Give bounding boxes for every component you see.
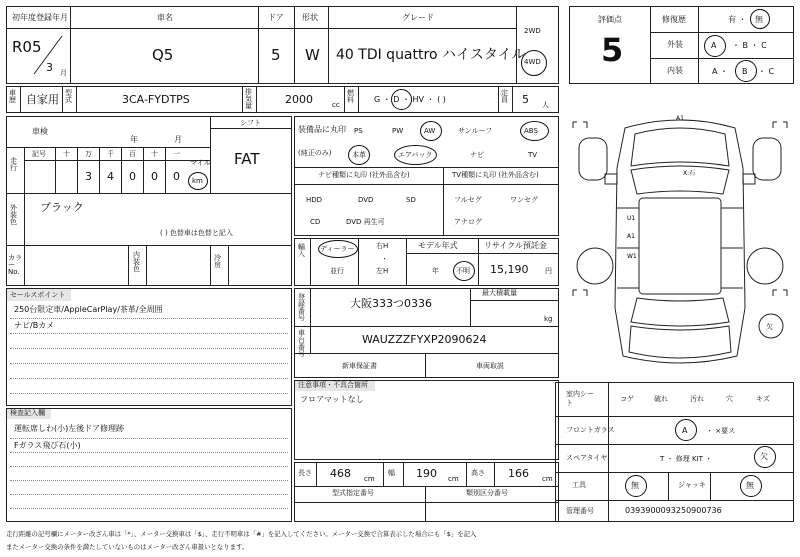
- spare-tire-label: スペアタイヤ: [566, 454, 608, 462]
- first-reg-month-unit: 月: [60, 69, 67, 77]
- spare-selected: 欠: [760, 452, 768, 461]
- equipment-sub: (純正のみ): [298, 149, 332, 157]
- colorno-label: カラーNo.: [8, 254, 22, 276]
- equipment-selected-circle: [420, 121, 442, 141]
- equipment-item: サンルーフ: [458, 127, 493, 135]
- digit-value: 4: [107, 170, 114, 183]
- left-mirror: [605, 174, 617, 184]
- notes-label: 注意事項・不具合箇所: [298, 381, 368, 389]
- length-label: 長さ: [298, 469, 312, 477]
- equipment-item: アナログ: [454, 218, 482, 226]
- model-year-label: モデル年式: [418, 241, 458, 250]
- fuel-label: 燃料: [347, 89, 354, 104]
- width-value: 190: [416, 467, 437, 480]
- tools-value: 無: [631, 481, 639, 490]
- vin-label: 車台番号: [298, 329, 305, 358]
- digit-header: 万: [85, 150, 92, 158]
- shaken-year-unit: 年: [130, 135, 138, 144]
- exterior-options: ・ B ・ C: [732, 41, 767, 50]
- yen-unit: 円: [545, 267, 552, 275]
- ruled-line: [10, 452, 288, 453]
- dealer-option: ディーラー: [320, 245, 355, 253]
- equipment-item: AW: [424, 127, 436, 135]
- interior-a: A ・: [712, 67, 729, 76]
- digit-value: 0: [151, 170, 158, 183]
- width-label: 幅: [388, 469, 395, 477]
- usage-value: 自家用: [26, 93, 59, 106]
- length-unit: cm: [364, 475, 375, 483]
- ruled-line: [10, 466, 288, 467]
- equipment-item: CD: [310, 218, 321, 226]
- score-value: 5: [601, 31, 624, 69]
- car-trunk: [629, 326, 731, 358]
- notes-text: フロアマットなし: [300, 395, 364, 404]
- first-reg-year: R05: [12, 38, 42, 56]
- drive-4wd: 4WD: [524, 58, 541, 66]
- km-label: km: [192, 177, 203, 185]
- digit-header: 十: [151, 150, 158, 158]
- mileage-digit-column: [55, 147, 77, 193]
- car-rear-glass: [631, 298, 729, 326]
- mark-a1-side: A1: [627, 233, 635, 240]
- displacement-label: 排気量: [245, 88, 252, 110]
- tools-label: 工具: [572, 481, 586, 489]
- ruled-line: [10, 363, 288, 364]
- mark-note: X:石: [683, 170, 696, 177]
- ruled-line: [10, 393, 288, 394]
- mileage-label: 走行: [10, 157, 17, 172]
- equipment-item: ワンセグ: [510, 196, 538, 204]
- equipment-item: PS: [354, 127, 363, 135]
- ruled-line: [10, 508, 288, 509]
- grade-label: グレード: [402, 13, 434, 22]
- repair-options: 有 ・: [728, 15, 747, 24]
- footer-line-1: 走行距離の記号欄にメーター改ざん車は「*」、メーター交換車は「$」、走行不明車は「#」を記入してください。メーター交換で合算表示した場合にも「$」を記入: [6, 530, 477, 538]
- front-right-wheel: [753, 138, 781, 180]
- equipment-selected-circle: [520, 121, 549, 141]
- digit-value: 3: [85, 170, 92, 183]
- row2-frame: [6, 86, 559, 113]
- mark-w1: W1: [627, 253, 637, 260]
- length-value: 468: [330, 467, 351, 480]
- first-reg-label: 初年度登録年月: [12, 13, 68, 22]
- recycle-value: 15,190: [490, 263, 529, 276]
- digit-value: 0: [173, 170, 180, 183]
- score-label: 評価点: [598, 15, 622, 24]
- shift-label: シフト: [240, 119, 261, 127]
- max-load-label: 最大積載量: [482, 289, 517, 297]
- shaken-month-unit: 月: [174, 135, 182, 144]
- model-year-unit: 年: [432, 267, 439, 275]
- equipment-item: ABS: [524, 127, 538, 135]
- check-line-2: Fガラス飛び石(小): [14, 441, 81, 450]
- repair-label: 修復歴: [662, 15, 686, 24]
- equipment-item: フルセグ: [454, 196, 482, 204]
- equipment-item: SD: [406, 196, 416, 204]
- equipment-item: 本革: [352, 151, 366, 159]
- plate-value: 大阪333つ0336: [350, 297, 432, 310]
- mileage-symbol-label: 記号: [32, 150, 46, 158]
- footer-line-2: またメーター交換の条件を満たしていないものはメーター改ざん車扱いとなります。: [6, 543, 249, 551]
- capacity-value: 5: [522, 93, 529, 106]
- left-h: 左H: [376, 267, 389, 275]
- digit-header: 千: [107, 150, 114, 158]
- manual-label: 車両取説: [476, 362, 504, 370]
- car-diagram: [565, 108, 795, 378]
- seat-condition-item: コゲ: [620, 395, 634, 403]
- usage-label: 車歴: [9, 89, 16, 104]
- shaken-label: 車検: [32, 127, 48, 136]
- mileage-digit-column: [143, 147, 165, 193]
- equipment-item: TV: [528, 151, 538, 159]
- fridge-label: 冷房: [214, 254, 221, 269]
- ruled-line: [10, 438, 288, 439]
- equipment-label: 装備品に丸印: [298, 125, 346, 134]
- check-label: 検査記入欄: [10, 409, 45, 417]
- fuel-d-circle: [391, 89, 412, 110]
- equipment-item: ナビ: [470, 151, 484, 159]
- exterior-label: 外装: [667, 40, 683, 49]
- ruled-line: [10, 494, 288, 495]
- displacement-value: 2000: [285, 93, 313, 106]
- ruled-line: [10, 318, 288, 319]
- interior-c: ・ C: [758, 67, 775, 76]
- width-unit: cm: [448, 475, 459, 483]
- rear-left-wheel: [577, 248, 613, 284]
- ruled-line: [10, 480, 288, 481]
- equipment-item: DVD: [358, 196, 374, 204]
- color-value: ブラック: [40, 201, 84, 214]
- seat-condition-item: 汚れ: [690, 395, 704, 403]
- plate-label: 登録番号: [298, 293, 305, 322]
- model-value: 3CA-FYDTPS: [122, 93, 190, 106]
- mileage-digit-column: [121, 147, 143, 193]
- sales-line-1: 250台限定車/AppleCarPlay/茶革/全周囲: [14, 305, 163, 314]
- door-count: 5: [271, 46, 281, 64]
- right-h: 右H: [376, 242, 389, 250]
- windshield-rest: ・ ×要ス: [706, 427, 736, 435]
- ruled-line: [10, 333, 288, 334]
- sales-line-2: ナビ/Bカメ: [14, 321, 55, 330]
- color-note: ( ) 色替車は色替と記入: [160, 229, 233, 237]
- mileage-digit-column: [165, 147, 187, 193]
- check-line-1: 運転席しわ(小)左後ドア修理跡: [14, 424, 125, 433]
- cc-unit: cc: [332, 101, 340, 109]
- seat-condition-item: 穴: [726, 395, 733, 403]
- mileage-digit-column: [77, 147, 99, 193]
- equipment-selected-circle: [348, 145, 370, 165]
- ruled-line: [10, 378, 288, 379]
- car-windshield: [631, 166, 729, 194]
- recycle-label: リサイクル預託金: [484, 241, 547, 250]
- handle-dot: ・: [381, 255, 388, 263]
- mgmt-no-label: 管理番号: [566, 507, 594, 515]
- mark-a1-top: A1: [676, 115, 684, 122]
- windshield-selected: A: [682, 426, 688, 435]
- seat-condition-item: キズ: [756, 395, 770, 403]
- mileage-digit-column: [99, 147, 121, 193]
- interior-color-label: 内装色: [133, 251, 140, 273]
- mark-missing: 欠: [766, 323, 773, 331]
- vin-value: WAUZZZFYXP2090624: [362, 333, 487, 346]
- equipment-item: HDD: [306, 196, 323, 204]
- class-no-label: 類別区分番号: [466, 489, 508, 497]
- color-label: 外装色: [10, 204, 17, 226]
- digit-value: 0: [129, 170, 136, 183]
- mgmt-no-value: 0393900093250900736: [625, 506, 722, 515]
- digit-header: 十: [63, 150, 70, 158]
- equipment-item: エアバック: [398, 151, 433, 159]
- door-label: ドア: [268, 13, 284, 22]
- sales-point-label: セールスポイント: [10, 291, 66, 299]
- fuel-options: G ・ D ・ HV ・ ( ): [374, 95, 446, 104]
- jack-value: 無: [746, 481, 754, 490]
- equipment-selected-circle: [394, 145, 437, 165]
- type-no-label: 型式指定番号: [332, 489, 374, 497]
- height-value: 166: [508, 467, 529, 480]
- shape-label: 形状: [302, 13, 318, 22]
- parallel-option: 並行: [330, 267, 344, 275]
- equipment-item: DVD 再生可: [346, 218, 385, 226]
- navi-type-label: ナビ種類に丸印 (社外品含む): [318, 171, 410, 179]
- kg-unit: kg: [544, 315, 553, 323]
- interior-selected: B: [742, 67, 748, 76]
- mile-label: マイル: [190, 159, 211, 167]
- car-name: Q5: [152, 46, 174, 64]
- capacity-label: 定員: [501, 89, 508, 104]
- height-unit: cm: [542, 475, 553, 483]
- tv-type-label: TV種類に丸印 (社外品含む): [452, 171, 539, 179]
- seat-condition-item: 破れ: [654, 395, 668, 403]
- jack-label: ジャッキ: [678, 481, 706, 489]
- right-mirror: [743, 174, 755, 184]
- drive-2wd: 2WD: [524, 27, 541, 35]
- repair-none: 無: [755, 15, 763, 24]
- notes-frame: [294, 380, 559, 460]
- shape-value: W: [305, 46, 320, 64]
- spare-tire-options: T ・ 修理 KIT ・: [660, 455, 713, 463]
- rear-right-wheel: [747, 248, 783, 284]
- first-reg-month: 3: [46, 61, 53, 74]
- windshield-label: フロントガラス: [566, 426, 615, 434]
- model-year-unknown: 不明: [456, 267, 470, 275]
- digit-header: 百: [129, 150, 136, 158]
- height-label: 高さ: [471, 469, 485, 477]
- shift-value: FAT: [234, 150, 260, 168]
- grade-value: 40 TDI quattro ハイスタイル: [336, 47, 526, 63]
- car-hood: [631, 128, 729, 166]
- exterior-selected: A: [711, 41, 717, 50]
- mileage-digits: [55, 147, 187, 193]
- car-roof: [639, 198, 721, 294]
- mark-u1: U1: [627, 215, 636, 222]
- front-left-wheel: [579, 138, 607, 180]
- person-unit: 人: [542, 101, 549, 109]
- digit-header: 一: [173, 150, 180, 158]
- car-name-label: 車名: [157, 13, 173, 22]
- warranty-label: 新車保証書: [342, 362, 377, 370]
- equipment-item: PW: [392, 127, 404, 135]
- interior-seat-label: 室内シート: [566, 390, 594, 408]
- model-label: 型式: [65, 89, 72, 104]
- ruled-line: [10, 348, 288, 349]
- interior-label: 内装: [667, 66, 683, 75]
- import-label: 輸入: [298, 243, 305, 258]
